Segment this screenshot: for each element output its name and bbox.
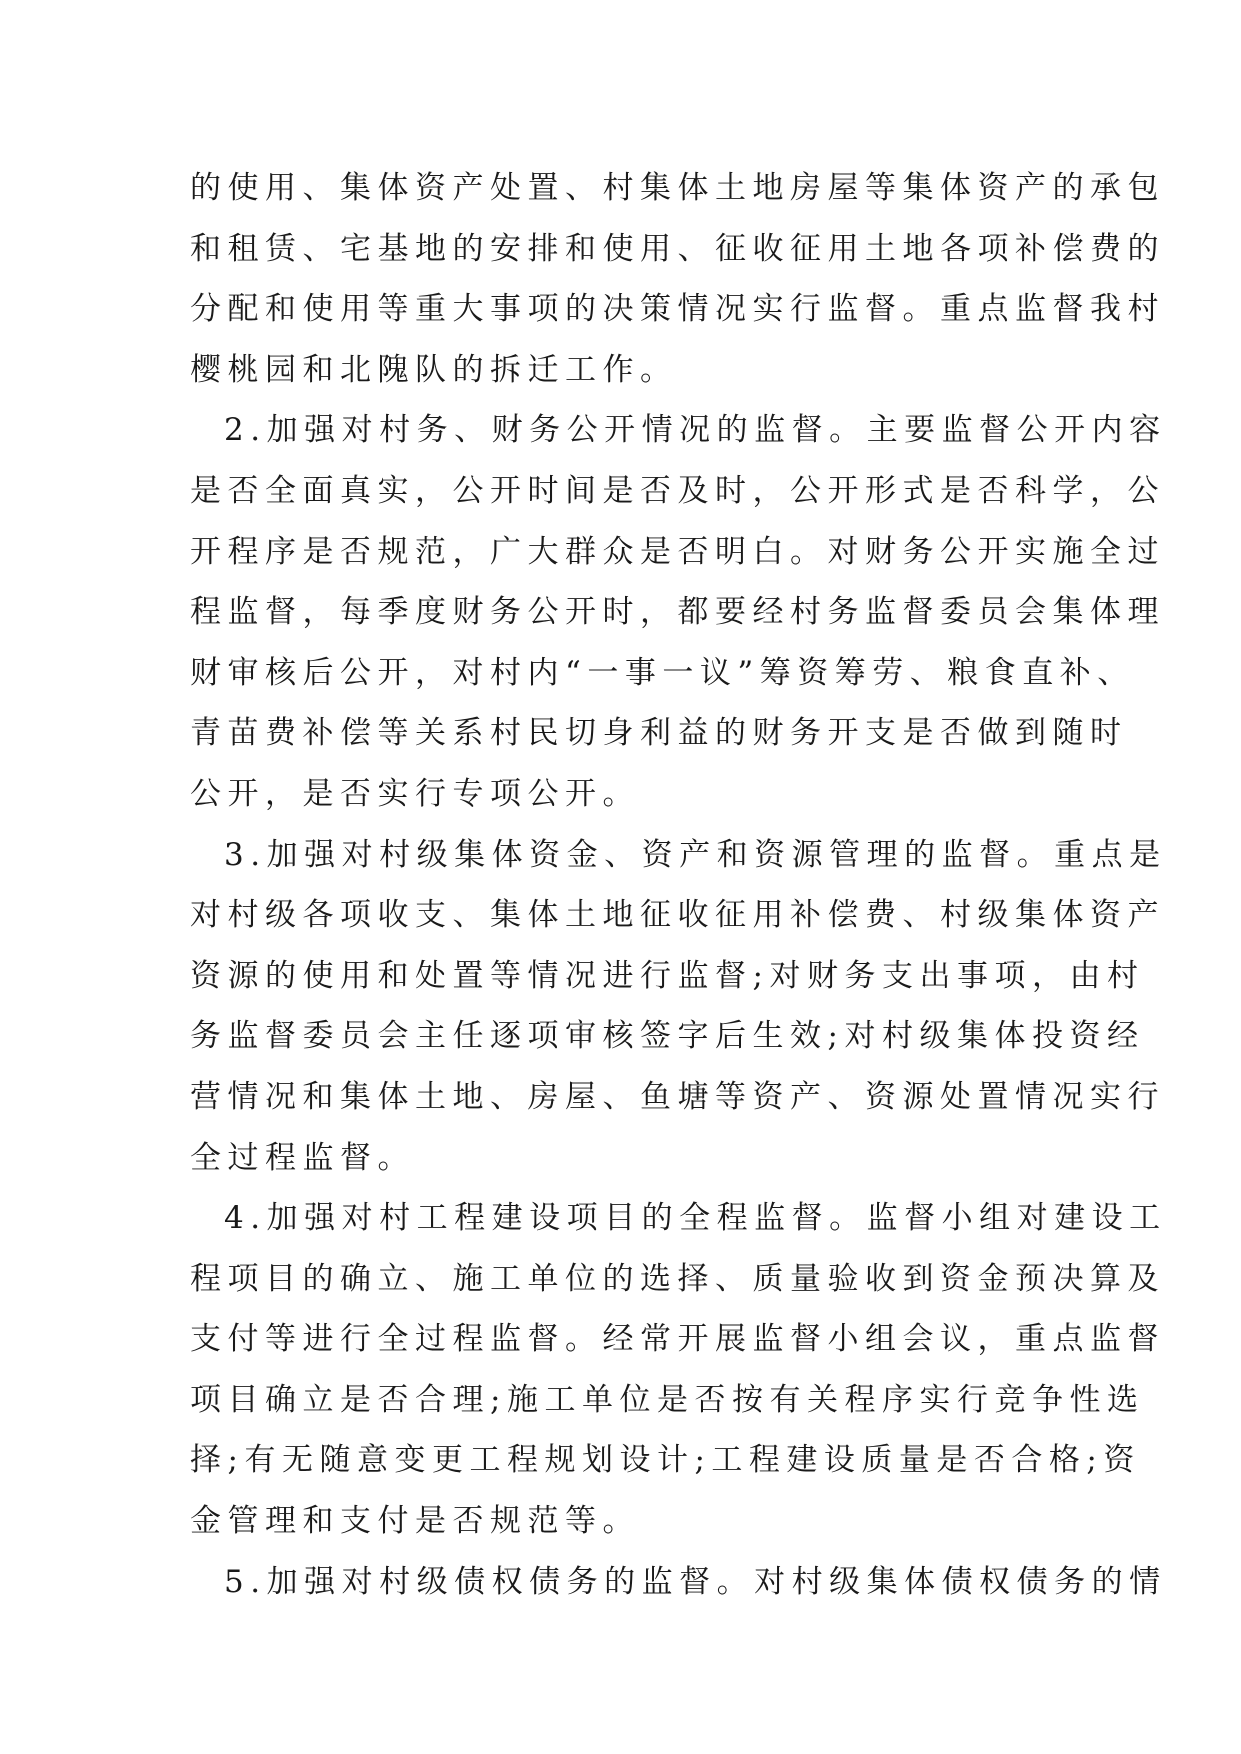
text-line: 支付等进行全过程监督。经常开展监督小组会议，重点监督 <box>190 1321 1165 1358</box>
text-line: 金管理和支付是否规范等。 <box>190 1503 640 1540</box>
paragraph-start-line: 5.加强对村级债权债务的监督。对村级集体债权债务的情 <box>224 1563 1167 1600</box>
text-line: 的使用、集体资产处置、村集体土地房屋等集体资产的承包 <box>190 170 1165 206</box>
text-line: 全过程监督。 <box>190 1139 415 1176</box>
text-line: 分配和使用等重大事项的决策情况实行监督。重点监督我村 <box>190 291 1165 328</box>
text-line: 和租赁、宅基地的安排和使用、征收征用土地各项补偿费的 <box>190 230 1165 267</box>
text-line: 樱桃园和北隗队的拆迁工作。 <box>190 351 678 388</box>
text-line: 是否全面真实，公开时间是否及时，公开形式是否科学，公 <box>190 472 1165 509</box>
paragraph-start-line: 2.加强对村务、财务公开情况的监督。主要监督公开内容 <box>224 412 1167 449</box>
text-line: 项目确立是否合理;施工单位是否按有关程序实行竞争性选 <box>190 1381 1145 1418</box>
text-line: 营情况和集体土地、房屋、鱼塘等资产、资源处置情况实行 <box>190 1078 1165 1115</box>
document-body <box>190 158 1167 1612</box>
text-line: 择;有无随意变更工程规划设计;工程建设质量是否合格;资 <box>190 1442 1141 1479</box>
text-line: 程项目的确立、施工单位的选择、质量验收到资金预决算及 <box>190 1260 1165 1297</box>
text-line: 资源的使用和处置等情况进行监督;对财务支出事项，由村 <box>190 957 1145 994</box>
text-line: 公开，是否实行专项公开。 <box>190 775 640 812</box>
paragraph-start-line: 4.加强对村工程建设项目的全程监督。监督小组对建设工 <box>224 1200 1167 1237</box>
text-line: 对村级各项收支、集体土地征收征用补偿费、村级集体资产 <box>190 897 1165 934</box>
paragraph-start-line: 3.加强对村级集体资金、资产和资源管理的监督。重点是 <box>224 836 1167 873</box>
text-line: 财审核后公开，对村内“一事一议”筹资筹劳、粮食直补、 <box>190 654 1135 691</box>
text-line: 程监督，每季度财务公开时，都要经村务监督委员会集体理 <box>190 594 1165 631</box>
text-line: 开程序是否规范，广大群众是否明白。对财务公开实施全过 <box>190 533 1165 570</box>
text-line: 务监督委员会主任逐项审核签字后生效;对村级集体投资经 <box>190 1018 1145 1055</box>
text-line: 青苗费补偿等关系村民切身利益的财务开支是否做到随时 <box>190 715 1128 752</box>
